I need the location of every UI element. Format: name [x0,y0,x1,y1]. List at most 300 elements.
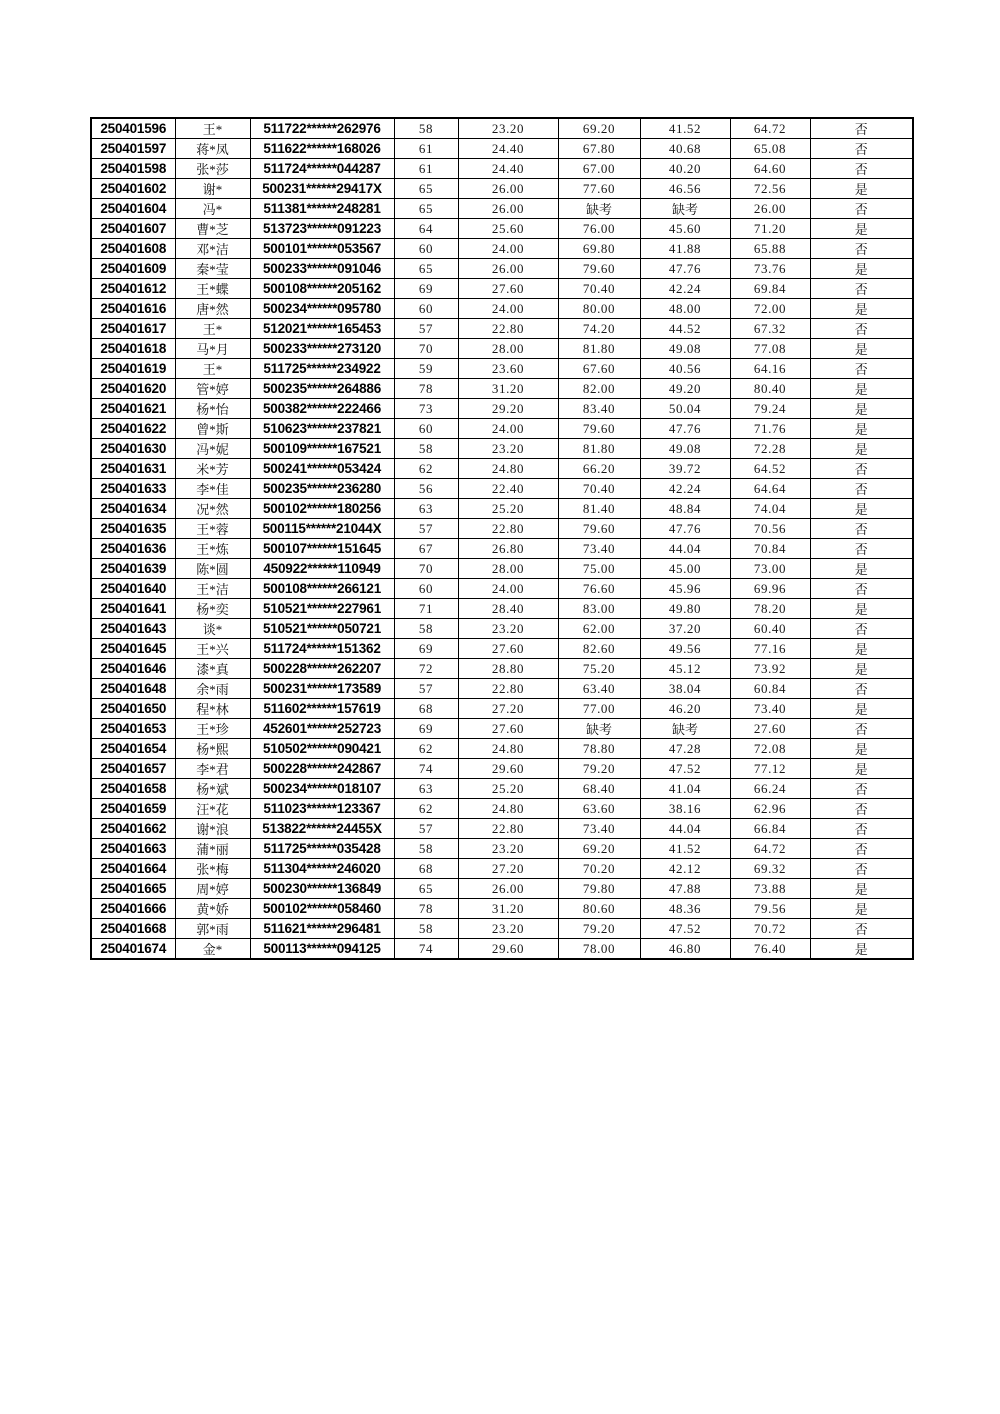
interview-score-cell: 70.20 [558,859,640,879]
registration-number-cell: 250401657 [91,759,175,779]
registration-number-cell: 250401648 [91,679,175,699]
interview-weighted-score-cell: 40.68 [640,139,730,159]
candidate-name-cell: 杨*熙 [175,739,250,759]
interview-weighted-score-cell: 45.96 [640,579,730,599]
id-card-number-cell: 511602******157619 [250,699,394,719]
written-weighted-score-cell: 27.60 [458,279,558,299]
registration-number-cell: 250401621 [91,399,175,419]
table-row [91,399,913,419]
exam-results-table [90,117,914,960]
interview-weighted-score-cell: 缺考 [640,719,730,739]
interview-score-cell: 62.00 [558,619,640,639]
total-score-cell: 27.60 [730,719,810,739]
total-score-cell: 64.72 [730,118,810,139]
table-row [91,139,913,159]
interview-weighted-score-cell: 41.04 [640,779,730,799]
interview-weighted-score-cell: 42.12 [640,859,730,879]
interview-weighted-score-cell: 42.24 [640,279,730,299]
table-row [91,899,913,919]
total-score-cell: 69.84 [730,279,810,299]
written-weighted-score-cell: 26.00 [458,179,558,199]
candidate-name-cell: 周*婷 [175,879,250,899]
written-score-cell: 70 [394,559,458,579]
written-weighted-score-cell: 22.80 [458,519,558,539]
registration-number-cell: 250401658 [91,779,175,799]
id-card-number-cell: 500102******058460 [250,899,394,919]
total-score-cell: 64.72 [730,839,810,859]
interview-score-cell: 67.00 [558,159,640,179]
table-row [91,519,913,539]
qualified-cell: 否 [810,579,913,599]
written-weighted-score-cell: 22.80 [458,679,558,699]
total-score-cell: 60.40 [730,619,810,639]
qualified-cell: 否 [810,619,913,639]
written-score-cell: 63 [394,499,458,519]
interview-score-cell: 77.60 [558,179,640,199]
written-score-cell: 65 [394,259,458,279]
interview-score-cell: 74.20 [558,319,640,339]
qualified-cell: 否 [810,779,913,799]
total-score-cell: 77.16 [730,639,810,659]
interview-weighted-score-cell: 42.24 [640,479,730,499]
qualified-cell: 是 [810,399,913,419]
id-card-number-cell: 500235******264886 [250,379,394,399]
interview-weighted-score-cell: 38.04 [640,679,730,699]
interview-weighted-score-cell: 48.84 [640,499,730,519]
written-weighted-score-cell: 22.40 [458,479,558,499]
total-score-cell: 67.32 [730,319,810,339]
interview-score-cell: 79.60 [558,259,640,279]
qualified-cell: 否 [810,799,913,819]
table-row [91,118,913,139]
registration-number-cell: 250401598 [91,159,175,179]
interview-score-cell: 81.80 [558,439,640,459]
written-weighted-score-cell: 23.20 [458,839,558,859]
total-score-cell: 74.04 [730,499,810,519]
table-row [91,199,913,219]
table-row [91,759,913,779]
total-score-cell: 66.24 [730,779,810,799]
table-row [91,879,913,899]
written-score-cell: 57 [394,679,458,699]
table-row [91,619,913,639]
qualified-cell: 否 [810,819,913,839]
interview-weighted-score-cell: 46.56 [640,179,730,199]
written-score-cell: 67 [394,539,458,559]
total-score-cell: 64.52 [730,459,810,479]
written-score-cell: 69 [394,279,458,299]
interview-score-cell: 69.80 [558,239,640,259]
id-card-number-cell: 500241******053424 [250,459,394,479]
interview-weighted-score-cell: 47.76 [640,259,730,279]
written-score-cell: 74 [394,759,458,779]
written-weighted-score-cell: 23.20 [458,118,558,139]
qualified-cell: 是 [810,599,913,619]
written-weighted-score-cell: 27.20 [458,699,558,719]
interview-weighted-score-cell: 45.12 [640,659,730,679]
registration-number-cell: 250401597 [91,139,175,159]
total-score-cell: 80.40 [730,379,810,399]
written-weighted-score-cell: 25.20 [458,779,558,799]
written-score-cell: 59 [394,359,458,379]
table-row [91,559,913,579]
table-row [91,599,913,619]
written-weighted-score-cell: 28.00 [458,559,558,579]
id-card-number-cell: 500231******29417X [250,179,394,199]
interview-score-cell: 83.40 [558,399,640,419]
written-score-cell: 58 [394,839,458,859]
registration-number-cell: 250401663 [91,839,175,859]
registration-number-cell: 250401617 [91,319,175,339]
written-score-cell: 60 [394,579,458,599]
registration-number-cell: 250401659 [91,799,175,819]
written-score-cell: 64 [394,219,458,239]
written-weighted-score-cell: 23.20 [458,919,558,939]
interview-weighted-score-cell: 44.04 [640,819,730,839]
written-weighted-score-cell: 28.00 [458,339,558,359]
table-row [91,259,913,279]
id-card-number-cell: 500108******205162 [250,279,394,299]
table-row [91,579,913,599]
table-row [91,299,913,319]
candidate-name-cell: 冯*妮 [175,439,250,459]
written-score-cell: 65 [394,879,458,899]
candidate-name-cell: 郭*雨 [175,919,250,939]
interview-score-cell: 73.40 [558,819,640,839]
total-score-cell: 70.72 [730,919,810,939]
id-card-number-cell: 511724******151362 [250,639,394,659]
qualified-cell: 否 [810,279,913,299]
interview-score-cell: 78.80 [558,739,640,759]
interview-score-cell: 80.00 [558,299,640,319]
written-score-cell: 62 [394,459,458,479]
candidate-name-cell: 杨*怡 [175,399,250,419]
table-row [91,319,913,339]
total-score-cell: 72.28 [730,439,810,459]
interview-score-cell: 68.40 [558,779,640,799]
registration-number-cell: 250401634 [91,499,175,519]
candidate-name-cell: 管*婷 [175,379,250,399]
written-weighted-score-cell: 28.40 [458,599,558,619]
written-weighted-score-cell: 23.20 [458,439,558,459]
total-score-cell: 79.56 [730,899,810,919]
interview-score-cell: 63.40 [558,679,640,699]
qualified-cell: 否 [810,159,913,179]
interview-score-cell: 82.60 [558,639,640,659]
id-card-number-cell: 500235******236280 [250,479,394,499]
total-score-cell: 73.92 [730,659,810,679]
total-score-cell: 78.20 [730,599,810,619]
table-row [91,679,913,699]
id-card-number-cell: 500113******094125 [250,939,394,960]
interview-score-cell: 76.00 [558,219,640,239]
candidate-name-cell: 谈* [175,619,250,639]
id-card-number-cell: 510502******090421 [250,739,394,759]
written-score-cell: 71 [394,599,458,619]
interview-weighted-score-cell: 49.20 [640,379,730,399]
interview-score-cell: 82.00 [558,379,640,399]
registration-number-cell: 250401596 [91,118,175,139]
registration-number-cell: 250401619 [91,359,175,379]
total-score-cell: 76.40 [730,939,810,960]
written-weighted-score-cell: 25.60 [458,219,558,239]
interview-weighted-score-cell: 45.60 [640,219,730,239]
total-score-cell: 62.96 [730,799,810,819]
written-score-cell: 57 [394,319,458,339]
table-row [91,699,913,719]
written-weighted-score-cell: 22.80 [458,819,558,839]
interview-score-cell: 缺考 [558,719,640,739]
written-weighted-score-cell: 25.20 [458,499,558,519]
interview-weighted-score-cell: 47.52 [640,919,730,939]
written-weighted-score-cell: 27.60 [458,639,558,659]
qualified-cell: 是 [810,439,913,459]
candidate-name-cell: 王*兴 [175,639,250,659]
qualified-cell: 否 [810,239,913,259]
registration-number-cell: 250401635 [91,519,175,539]
interview-weighted-score-cell: 40.20 [640,159,730,179]
written-score-cell: 58 [394,118,458,139]
registration-number-cell: 250401618 [91,339,175,359]
interview-score-cell: 79.20 [558,759,640,779]
qualified-cell: 否 [810,118,913,139]
id-card-number-cell: 511725******234922 [250,359,394,379]
total-score-cell: 70.56 [730,519,810,539]
candidate-name-cell: 谢*浪 [175,819,250,839]
written-weighted-score-cell: 26.00 [458,879,558,899]
written-score-cell: 72 [394,659,458,679]
candidate-name-cell: 李*佳 [175,479,250,499]
qualified-cell: 是 [810,739,913,759]
qualified-cell: 否 [810,479,913,499]
candidate-name-cell: 谢* [175,179,250,199]
interview-weighted-score-cell: 50.04 [640,399,730,419]
candidate-name-cell: 王* [175,319,250,339]
interview-score-cell: 67.60 [558,359,640,379]
candidate-name-cell: 王*洁 [175,579,250,599]
written-score-cell: 58 [394,619,458,639]
id-card-number-cell: 510623******237821 [250,419,394,439]
id-card-number-cell: 500102******180256 [250,499,394,519]
table-row [91,659,913,679]
id-card-number-cell: 450922******110949 [250,559,394,579]
table-row [91,379,913,399]
interview-weighted-score-cell: 44.52 [640,319,730,339]
interview-score-cell: 79.60 [558,419,640,439]
interview-weighted-score-cell: 49.08 [640,439,730,459]
interview-score-cell: 77.00 [558,699,640,719]
total-score-cell: 77.08 [730,339,810,359]
candidate-name-cell: 陈*圆 [175,559,250,579]
registration-number-cell: 250401631 [91,459,175,479]
id-card-number-cell: 511622******168026 [250,139,394,159]
interview-score-cell: 79.60 [558,519,640,539]
written-score-cell: 58 [394,919,458,939]
written-weighted-score-cell: 24.80 [458,459,558,479]
total-score-cell: 65.08 [730,139,810,159]
table-row [91,819,913,839]
written-score-cell: 62 [394,799,458,819]
written-weighted-score-cell: 24.00 [458,419,558,439]
total-score-cell: 71.76 [730,419,810,439]
candidate-name-cell: 程*林 [175,699,250,719]
registration-number-cell: 250401645 [91,639,175,659]
registration-number-cell: 250401609 [91,259,175,279]
interview-score-cell: 81.40 [558,499,640,519]
id-card-number-cell: 500228******262207 [250,659,394,679]
written-weighted-score-cell: 24.80 [458,799,558,819]
qualified-cell: 否 [810,139,913,159]
candidate-name-cell: 况*然 [175,499,250,519]
interview-weighted-score-cell: 46.80 [640,939,730,960]
candidate-name-cell: 王*蓉 [175,519,250,539]
id-card-number-cell: 500228******242867 [250,759,394,779]
qualified-cell: 否 [810,859,913,879]
candidate-name-cell: 李*君 [175,759,250,779]
qualified-cell: 否 [810,679,913,699]
interview-weighted-score-cell: 38.16 [640,799,730,819]
registration-number-cell: 250401639 [91,559,175,579]
candidate-name-cell: 杨*奕 [175,599,250,619]
candidate-name-cell: 杨*斌 [175,779,250,799]
table-row [91,439,913,459]
interview-weighted-score-cell: 49.80 [640,599,730,619]
id-card-number-cell: 500234******018107 [250,779,394,799]
table-row [91,339,913,359]
table-row [91,799,913,819]
interview-score-cell: 缺考 [558,199,640,219]
table-row [91,779,913,799]
interview-score-cell: 63.60 [558,799,640,819]
qualified-cell: 否 [810,519,913,539]
total-score-cell: 64.60 [730,159,810,179]
id-card-number-cell: 511304******246020 [250,859,394,879]
candidate-name-cell: 余*雨 [175,679,250,699]
written-weighted-score-cell: 23.20 [458,619,558,639]
total-score-cell: 72.56 [730,179,810,199]
candidate-name-cell: 冯* [175,199,250,219]
table-row [91,239,913,259]
interview-score-cell: 73.40 [558,539,640,559]
interview-weighted-score-cell: 40.56 [640,359,730,379]
interview-weighted-score-cell: 46.20 [640,699,730,719]
qualified-cell: 是 [810,259,913,279]
written-score-cell: 57 [394,819,458,839]
table-row [91,179,913,199]
written-weighted-score-cell: 24.40 [458,159,558,179]
table-row [91,859,913,879]
written-score-cell: 60 [394,299,458,319]
id-card-number-cell: 511381******248281 [250,199,394,219]
registration-number-cell: 250401612 [91,279,175,299]
qualified-cell: 否 [810,459,913,479]
table-row [91,499,913,519]
table-row [91,639,913,659]
written-score-cell: 62 [394,739,458,759]
candidate-name-cell: 王*炼 [175,539,250,559]
id-card-number-cell: 452601******252723 [250,719,394,739]
interview-score-cell: 75.20 [558,659,640,679]
total-score-cell: 79.24 [730,399,810,419]
total-score-cell: 70.84 [730,539,810,559]
written-weighted-score-cell: 24.80 [458,739,558,759]
written-weighted-score-cell: 26.00 [458,199,558,219]
candidate-name-cell: 唐*然 [175,299,250,319]
candidate-name-cell: 王*蝶 [175,279,250,299]
qualified-cell: 是 [810,699,913,719]
interview-weighted-score-cell: 47.88 [640,879,730,899]
written-weighted-score-cell: 27.60 [458,719,558,739]
total-score-cell: 73.00 [730,559,810,579]
id-card-number-cell: 512021******165453 [250,319,394,339]
candidate-name-cell: 黄*娇 [175,899,250,919]
written-weighted-score-cell: 24.00 [458,299,558,319]
id-card-number-cell: 511725******035428 [250,839,394,859]
table-row [91,839,913,859]
written-score-cell: 69 [394,639,458,659]
id-card-number-cell: 500233******273120 [250,339,394,359]
written-weighted-score-cell: 29.20 [458,399,558,419]
qualified-cell: 是 [810,879,913,899]
id-card-number-cell: 511621******296481 [250,919,394,939]
interview-weighted-score-cell: 47.76 [640,519,730,539]
registration-number-cell: 250401662 [91,819,175,839]
id-card-number-cell: 500101******053567 [250,239,394,259]
candidate-name-cell: 王*珍 [175,719,250,739]
candidate-name-cell: 曹*芝 [175,219,250,239]
qualified-cell: 是 [810,939,913,960]
table-row [91,719,913,739]
table-row [91,459,913,479]
qualified-cell: 否 [810,359,913,379]
qualified-cell: 否 [810,319,913,339]
total-score-cell: 26.00 [730,199,810,219]
registration-number-cell: 250401636 [91,539,175,559]
id-card-number-cell: 500108******266121 [250,579,394,599]
interview-weighted-score-cell: 缺考 [640,199,730,219]
interview-weighted-score-cell: 45.00 [640,559,730,579]
table-row [91,739,913,759]
written-score-cell: 73 [394,399,458,419]
candidate-name-cell: 张*莎 [175,159,250,179]
registration-number-cell: 250401664 [91,859,175,879]
candidate-name-cell: 张*梅 [175,859,250,879]
total-score-cell: 73.76 [730,259,810,279]
id-card-number-cell: 500231******173589 [250,679,394,699]
written-weighted-score-cell: 29.60 [458,939,558,960]
registration-number-cell: 250401668 [91,919,175,939]
registration-number-cell: 250401674 [91,939,175,960]
interview-score-cell: 67.80 [558,139,640,159]
registration-number-cell: 250401640 [91,579,175,599]
id-card-number-cell: 500233******091046 [250,259,394,279]
interview-weighted-score-cell: 47.28 [640,739,730,759]
written-score-cell: 70 [394,339,458,359]
written-score-cell: 57 [394,519,458,539]
interview-weighted-score-cell: 48.00 [640,299,730,319]
registration-number-cell: 250401620 [91,379,175,399]
candidate-name-cell: 王* [175,359,250,379]
interview-score-cell: 81.80 [558,339,640,359]
interview-score-cell: 70.40 [558,279,640,299]
candidate-name-cell: 汪*花 [175,799,250,819]
qualified-cell: 是 [810,299,913,319]
registration-number-cell: 250401641 [91,599,175,619]
registration-number-cell: 250401646 [91,659,175,679]
total-score-cell: 69.32 [730,859,810,879]
written-score-cell: 69 [394,719,458,739]
interview-weighted-score-cell: 47.52 [640,759,730,779]
